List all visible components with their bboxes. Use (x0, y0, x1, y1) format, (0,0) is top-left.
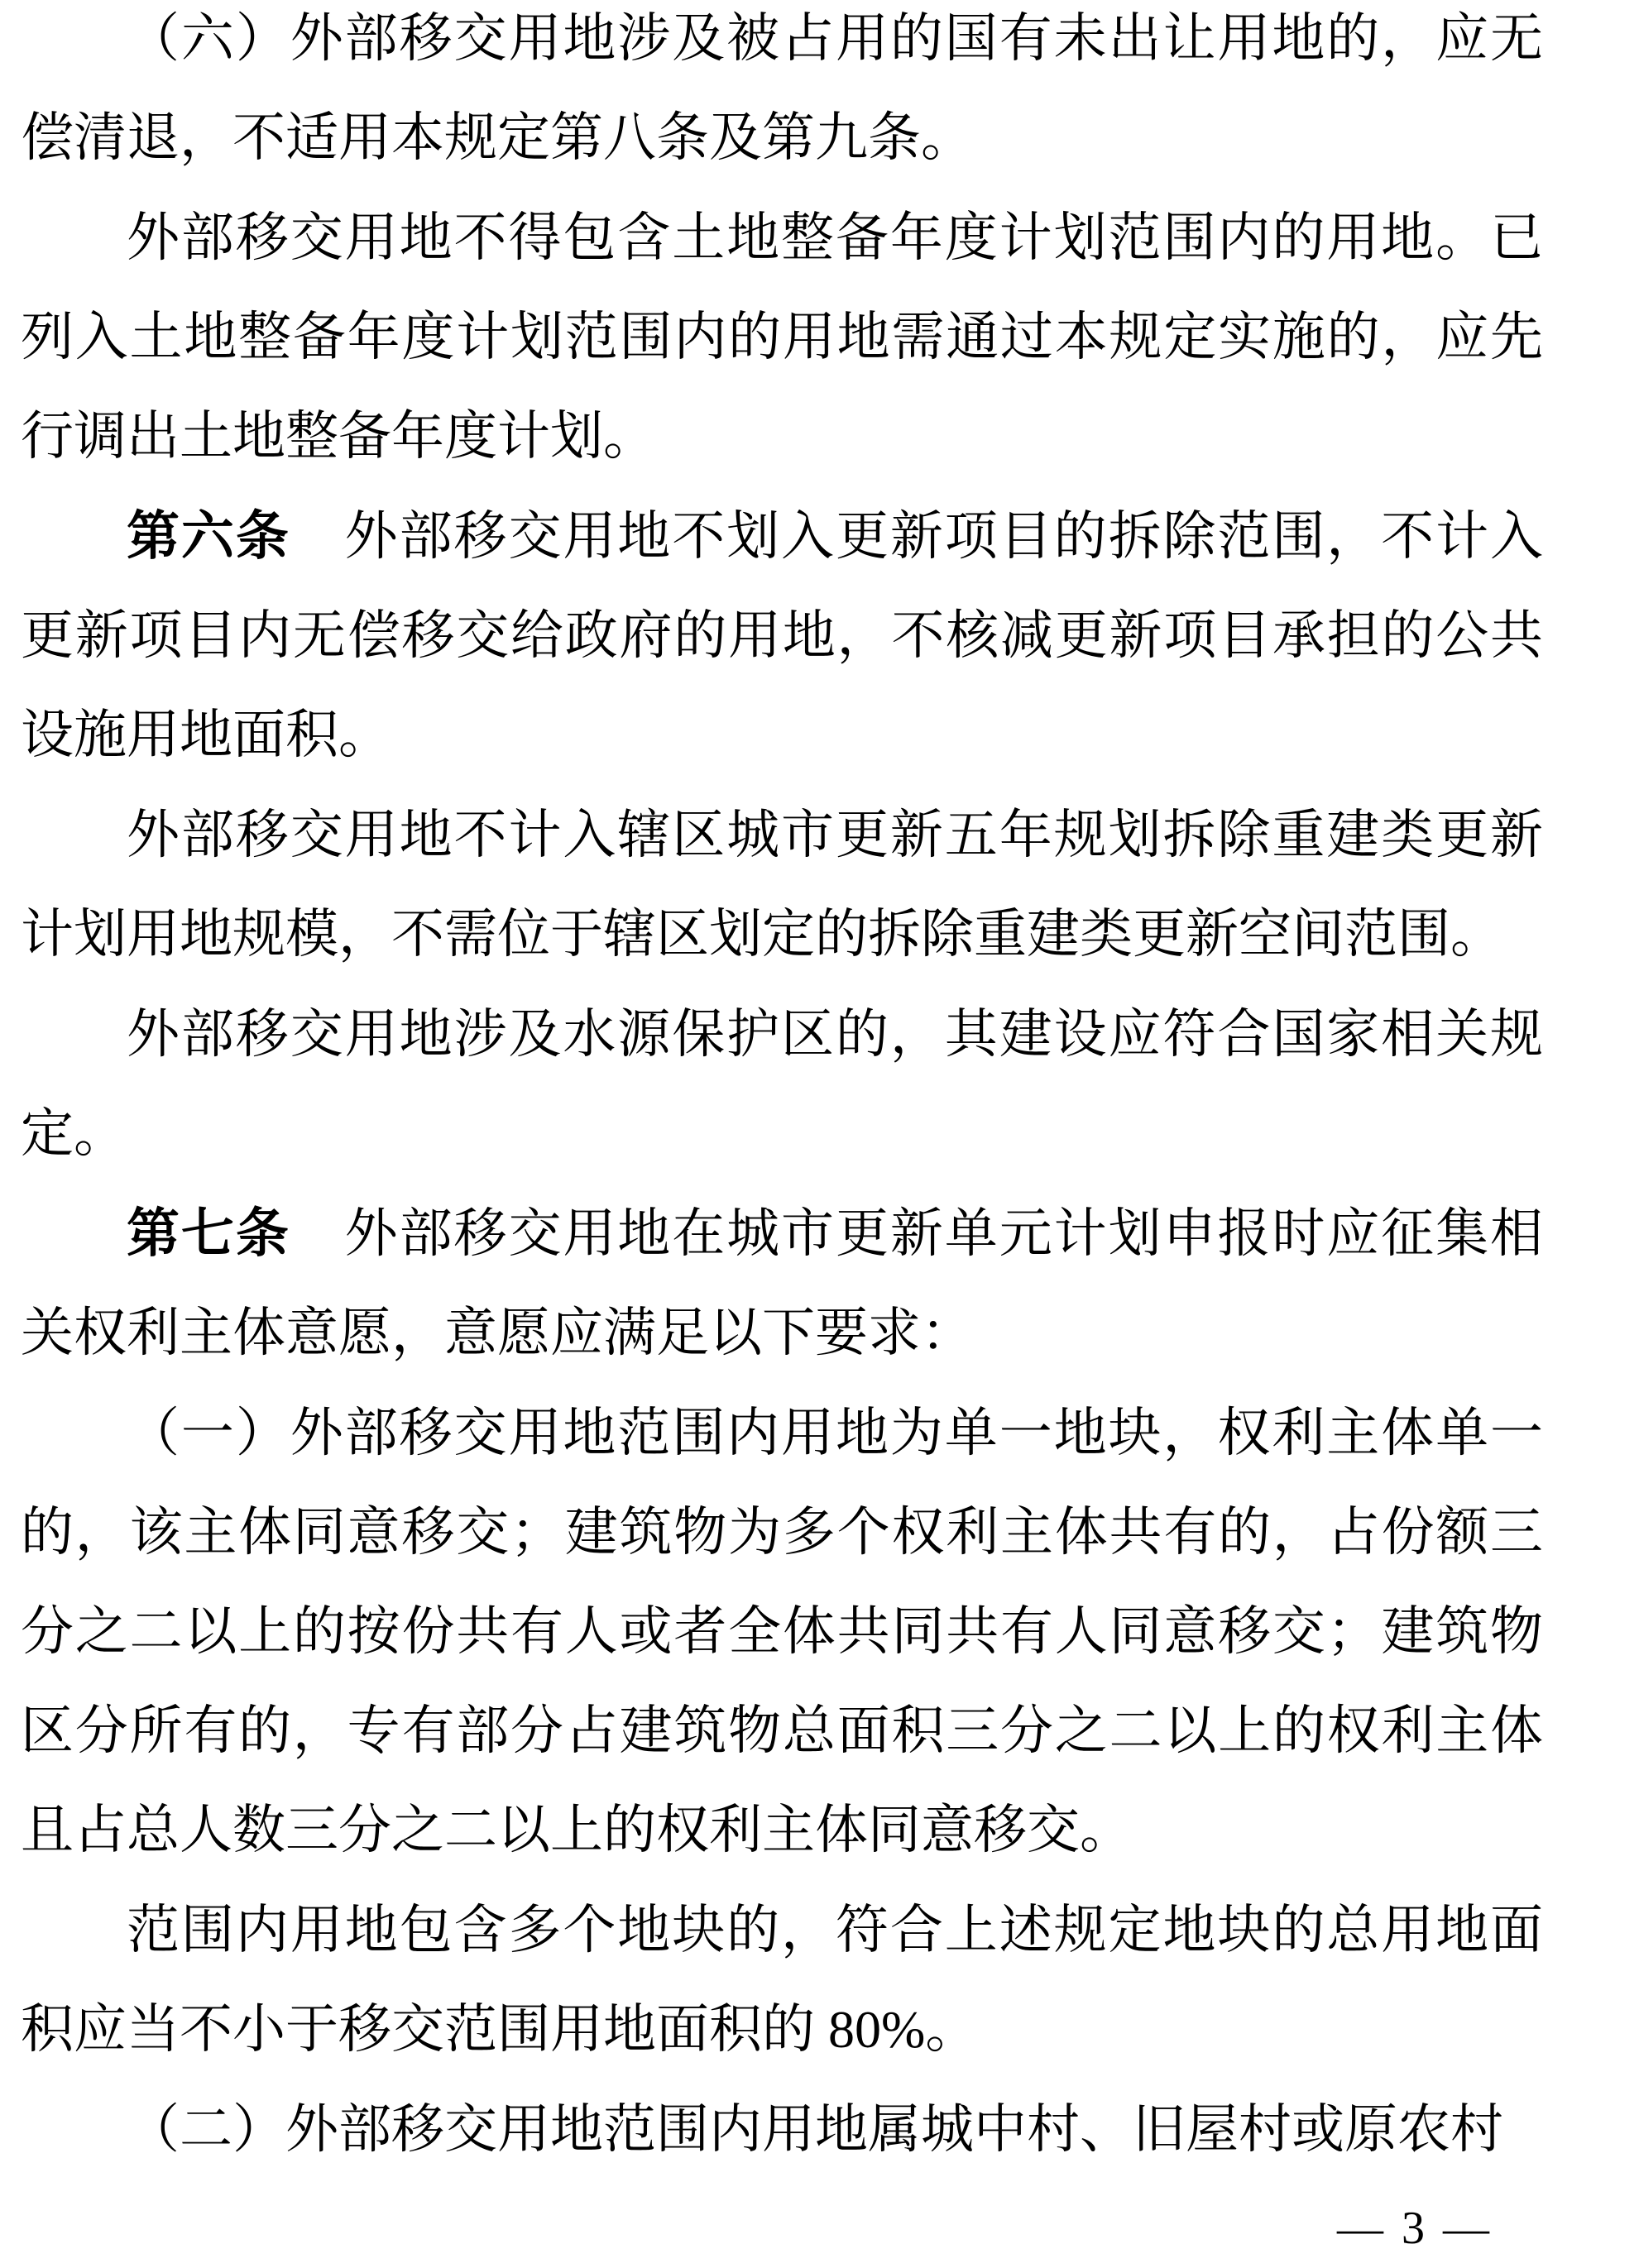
paragraph-text: 外部移交用地在城市更新单元计划申报时应征集相关权利主体意愿，意愿应满足以下要求： (21, 1204, 1544, 1362)
paragraph-text: 外部移交用地不得包含土地整备年度计划范围内的用地。已列入土地整备年度计划范围内的用地需通过本规定实施的，应先行调出土地整备年度计划。 (21, 208, 1543, 466)
paragraph-text: 外部移交用地涉及水源保护区的，其建设应符合国家相关规定。 (21, 1005, 1543, 1163)
paragraph-five-year-plan (21, 785, 1543, 984)
paragraph-article-6 (21, 486, 1543, 785)
paragraph-article-7 (21, 1184, 1543, 1383)
paragraph-land-preparation (21, 188, 1543, 486)
paragraph-item-2 (21, 2079, 1543, 2179)
paragraph-text: （二）外部移交用地范围内用地属城中村、旧屋村或原农村 (127, 2100, 1503, 2159)
paragraph-multi-parcel (21, 1880, 1543, 2079)
article-7-heading: 第七条 (127, 1203, 290, 1263)
article-6-heading: 第六条 (127, 506, 290, 566)
paragraph-water-source (21, 984, 1543, 1184)
paragraph-text: 外部移交用地不划入更新项目的拆除范围，不计入更新项目内无偿移交给政府的用地，不核减更新项目承担的公共设施用地面积。 (21, 507, 1544, 764)
paragraph-text: 范围内用地包含多个地块的，符合上述规定地块的总用地面积应当不小于移交范围用地面积的 80%。 (21, 1901, 1543, 2059)
document-page (21, 0, 1543, 2179)
paragraph-text: （一）外部移交用地范围内用地为单一地块，权利主体单一的，该主体同意移交；建筑物为多个权利主体共有的，占份额三分之二以上的按份共有人或者全体共同共有人同意移交；建筑物区分所有的，专有部分占建筑物总面积三分之二以上的权利主体且占总人数三分之二以上的权利主体同意移交。 (21, 1404, 1543, 1859)
paragraph-text: 外部移交用地不计入辖区城市更新五年规划拆除重建类更新计划用地规模，不需位于辖区划定的拆除重建类更新空间范围。 (21, 806, 1543, 964)
page-number: — 3 — (1337, 2203, 1493, 2254)
paragraph-text: （六）外部移交用地涉及被占用的国有未出让用地的，应无偿清退，不适用本规定第八条及第九条。 (21, 9, 1543, 167)
paragraph-item-1 (21, 1383, 1543, 1880)
paragraph-clause-6 (21, 0, 1543, 188)
